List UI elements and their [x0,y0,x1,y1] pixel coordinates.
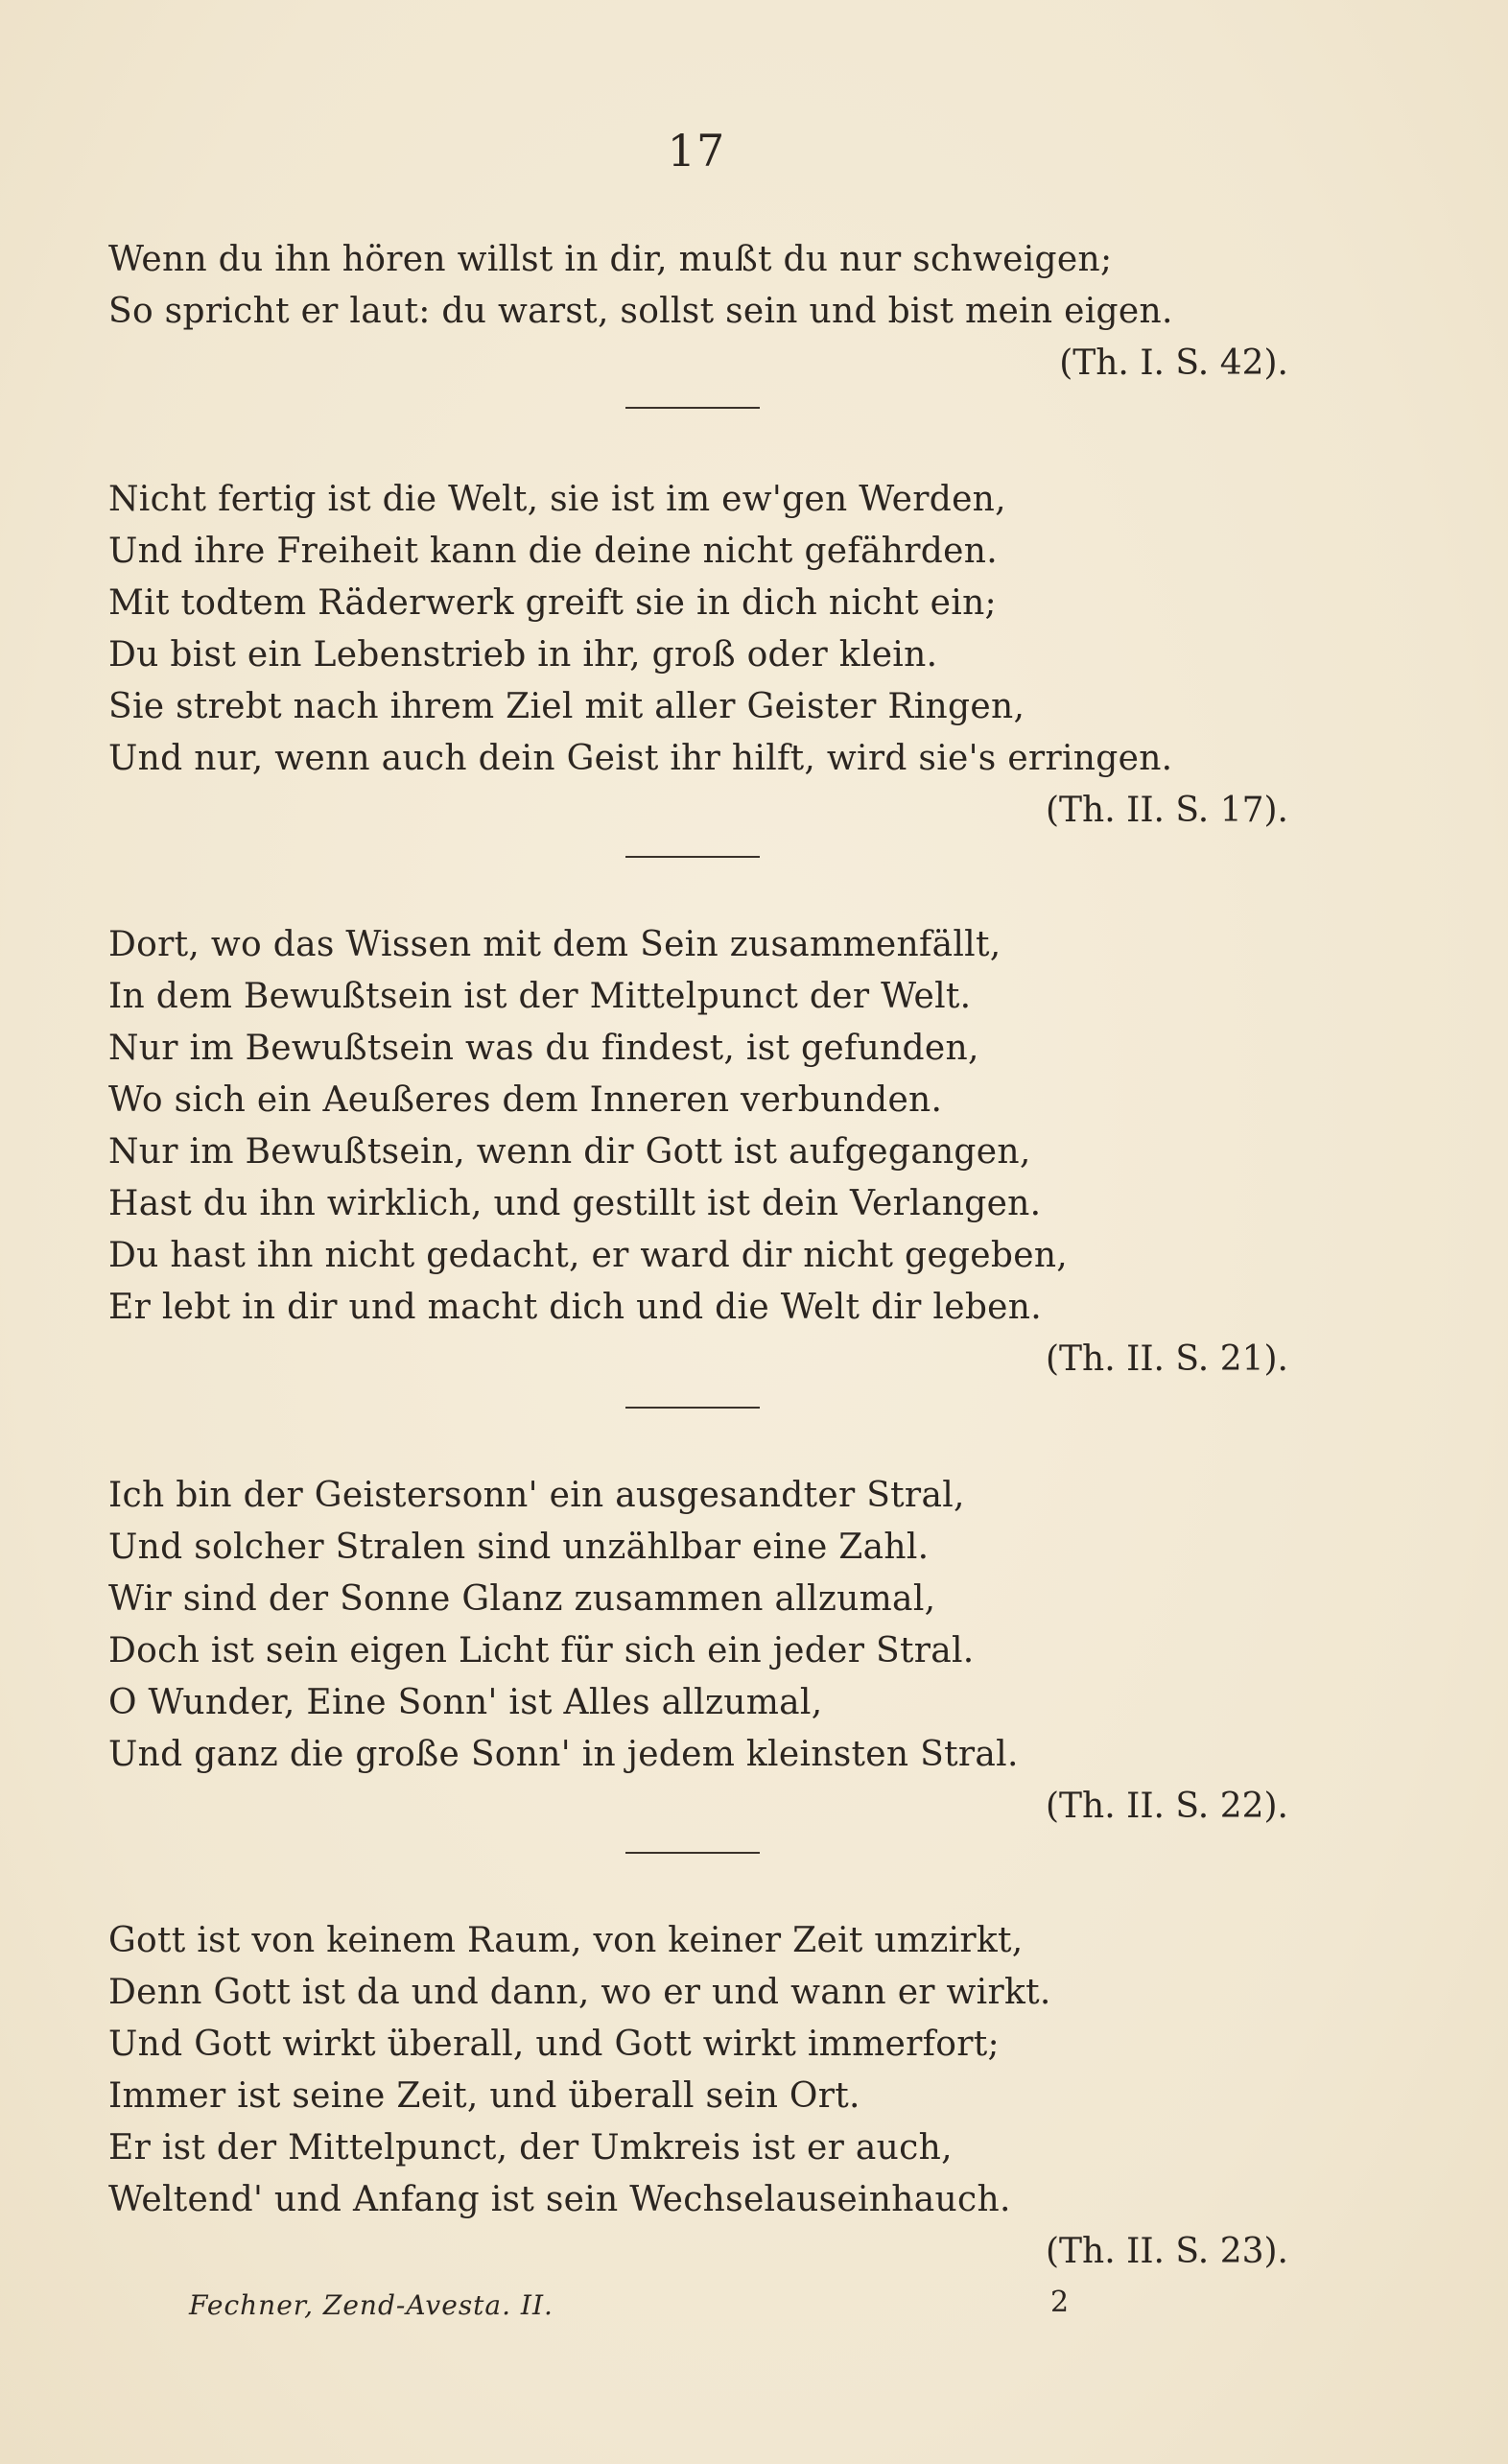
verse-line: Nur im Bewußtsein, wenn dir Gott ist aufgegangen, [108,1132,1031,1172]
verse-line: Ich bin der Geistersonn' ein ausgesandter Stral, [108,1476,965,1515]
verse-line: Und ganz die große Sonn' in jedem kleinsten Stral. [108,1735,1019,1774]
verse-line: Er ist der Mittelpunct, der Umkreis ist er auch, [108,2128,953,2168]
verse-line: Du hast ihn nicht gedacht, er ward dir nicht gegeben, [108,1236,1069,1275]
citation: (Th. II. S. 22). [1045,1787,1288,1826]
verse-line: So spricht er laut: du warst, sollst sein und bist mein eigen. [108,292,1173,331]
section-divider [625,856,760,858]
verse-line: Dort, wo das Wissen mit dem Sein zusammenfällt, [108,925,1001,964]
verse-line: Sie strebt nach ihrem Ziel mit aller Geister Ringen, [108,687,1025,726]
verse-line: Du bist ein Lebenstrieb in ihr, groß oder klein. [108,635,938,675]
stanza-3 [108,919,1288,1386]
verse-line: Denn Gott ist da und dann, wo er und wann er wirkt. [108,1973,1051,2012]
citation: (Th. II. S. 23). [1045,2232,1288,2271]
verse-line: Wir sind der Sonne Glanz zusammen allzumal, [108,1579,936,1619]
verse-line: Und Gott wirkt überall, und Gott wirkt immerfort; [108,2025,1000,2064]
verse-line: Er lebt in dir und macht dich und die Welt dir leben. [108,1288,1042,1327]
verse-line: Wenn du ihn hören willst in dir, mußt du nur schweigen; [108,240,1113,279]
footer-signature-line: Fechner, Zend-Avesta. II. [189,2289,554,2321]
verse-line: Und nur, wenn auch dein Geist ihr hilft, wird sie's erringen. [108,739,1173,778]
section-divider [625,407,760,409]
stanza-1 [108,234,1288,390]
verse-line: Wo sich ein Aeußeres dem Inneren verbunden. [108,1080,943,1120]
verse-line: Nur im Bewußtsein was du findest, ist gefunden, [108,1029,979,1068]
verse-line: Und solcher Stralen sind unzählbar eine Zahl. [108,1528,930,1567]
citation: (Th. II. S. 17). [1045,791,1288,830]
verse-line: Hast du ihn wirklich, und gestillt ist dein Verlangen. [108,1184,1042,1223]
stanza-2 [108,474,1288,837]
citation: (Th. I. S. 42). [1059,344,1288,383]
verse-line: Mit todtem Räderwerk greift sie in dich nicht ein; [108,583,997,623]
stanza-5 [108,1915,1288,2278]
page-number: 17 [667,125,726,177]
printer-signature-mark: 2 [1050,2286,1070,2319]
verse-line: Gott ist von keinem Raum, von keiner Zeit umzirkt, [108,1921,1024,1960]
verse-line: Doch ist sein eigen Licht für sich ein jeder Stral. [108,1631,975,1670]
citation: (Th. II. S. 21). [1045,1339,1288,1379]
verse-line: Nicht fertig ist die Welt, sie ist im ew'gen Werden, [108,480,1006,519]
verse-line: Weltend' und Anfang ist sein Wechselauseinhauch. [108,2180,1011,2219]
section-divider [625,1852,760,1854]
stanza-4 [108,1470,1288,1833]
verse-line: Immer ist seine Zeit, und überall sein Ort. [108,2076,860,2116]
verse-line: O Wunder, Eine Sonn' ist Alles allzumal, [108,1683,823,1722]
verse-line: Und ihre Freiheit kann die deine nicht gefährden. [108,532,998,571]
section-divider [625,1407,760,1409]
verse-line: In dem Bewußtsein ist der Mittelpunct der Welt. [108,977,972,1016]
